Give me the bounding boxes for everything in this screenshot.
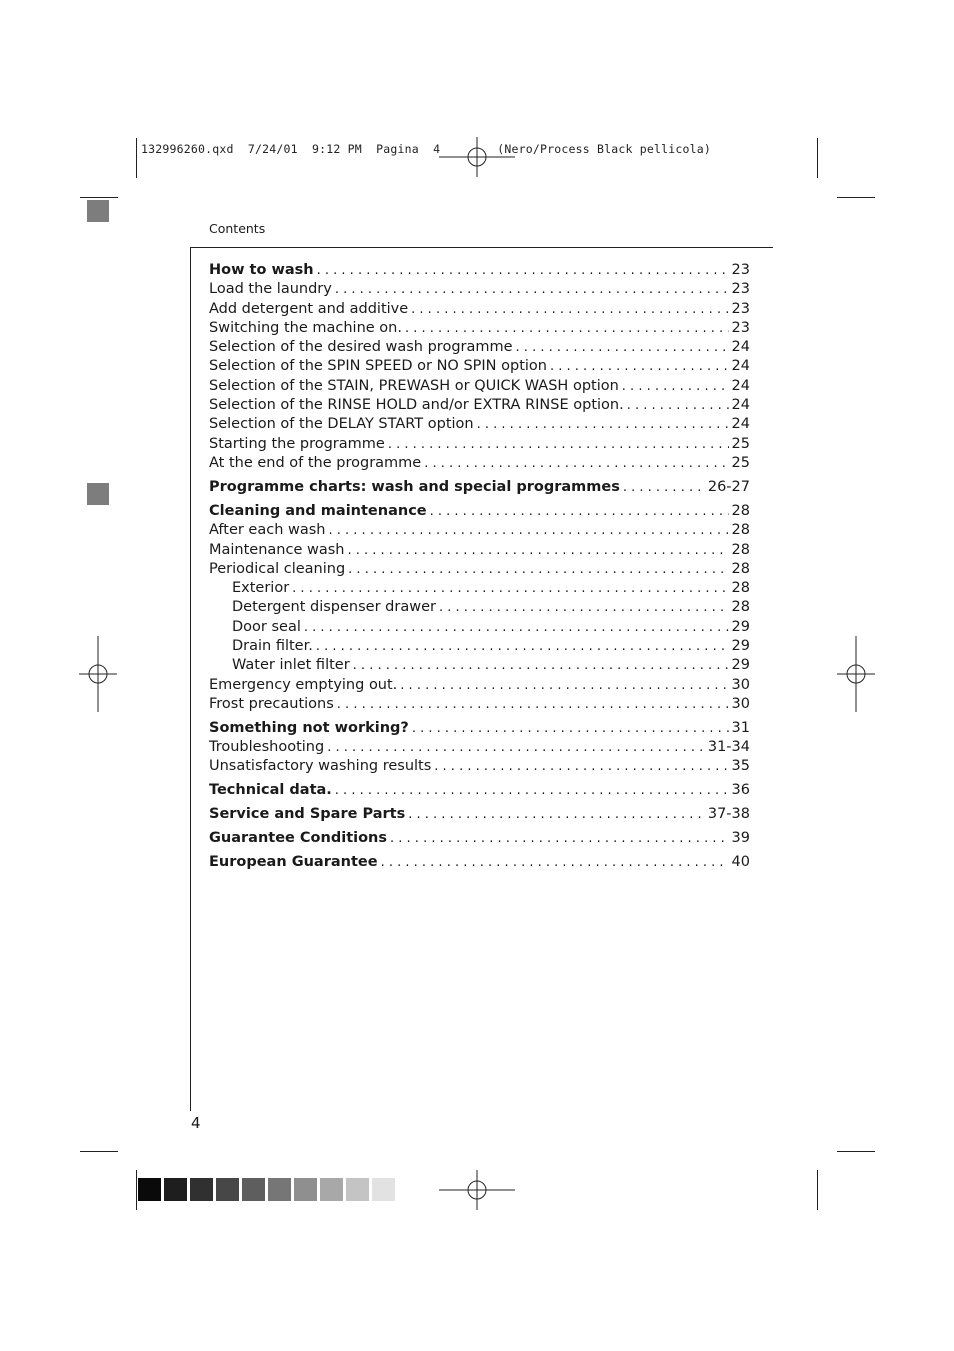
toc-entry <box>209 300 750 319</box>
toc-entry <box>209 261 750 280</box>
crop-mark <box>80 1151 118 1152</box>
toc-entry-page: 24 <box>731 339 750 356</box>
toc-entry <box>209 280 750 299</box>
toc-dot-leader <box>337 695 729 714</box>
toc-entry-page: 30 <box>731 676 750 693</box>
toc-entry-page: 28 <box>731 580 750 597</box>
toc-dot-leader <box>335 781 729 800</box>
toc-entry-title: Drain filter. <box>232 638 313 655</box>
toc-entry-page: 29 <box>731 657 750 674</box>
toc-entry <box>209 377 750 396</box>
crop-mark <box>817 138 818 178</box>
crop-mark <box>136 138 137 178</box>
gray-swatch <box>372 1178 395 1201</box>
toc-entry-page: 23 <box>731 262 750 278</box>
page-number: 4 <box>191 1114 201 1132</box>
gray-swatch <box>138 1178 161 1201</box>
crop-mark <box>837 1151 875 1152</box>
toc-entry <box>209 695 750 714</box>
toc-dot-leader <box>434 757 728 776</box>
slug-file: 132996260.qxd <box>141 142 234 156</box>
toc-dot-leader <box>550 357 729 376</box>
toc-entry <box>209 757 750 776</box>
toc-dot-leader <box>335 280 729 299</box>
toc-entry-title: European Guarantee <box>209 854 378 871</box>
toc-dot-leader <box>292 579 728 598</box>
frame-top-rule <box>190 247 773 248</box>
toc-entry <box>209 502 750 521</box>
toc-entry-page: 24 <box>731 377 750 394</box>
toc-entry-page: 39 <box>731 830 750 847</box>
toc-dot-leader <box>516 338 729 357</box>
toc-dot-leader <box>477 415 729 434</box>
toc-dot-leader <box>424 454 728 473</box>
crop-mark <box>136 1170 137 1210</box>
toc-dot-leader <box>329 521 729 540</box>
toc-entry-page: 23 <box>731 281 750 298</box>
toc-entry-page: 40 <box>731 854 750 871</box>
toc-entry-title: After each wash <box>209 522 326 539</box>
toc-entry-page: 35 <box>731 758 750 775</box>
margin-square <box>87 200 109 222</box>
toc-entry-title: Frost precautions <box>209 695 334 712</box>
registration-mark-icon <box>837 636 875 712</box>
toc-entry <box>209 338 750 357</box>
toc-entry-title: Starting the programme <box>209 435 385 452</box>
toc-dot-leader <box>353 656 729 675</box>
slug-page-label: Pagina <box>376 142 419 156</box>
toc-entry <box>209 435 750 454</box>
toc-entry-title: Selection of the DELAY START option <box>209 416 474 433</box>
toc-entry-title: Switching the machine on. <box>209 319 402 336</box>
toc-dot-leader <box>430 502 729 521</box>
toc-entry <box>209 579 750 598</box>
toc-entry <box>209 637 750 656</box>
toc-entry-title: Programme charts: wash and special programmes <box>209 478 620 495</box>
toc-dot-leader <box>627 396 729 415</box>
toc-dot-leader <box>411 300 728 319</box>
toc-dot-leader <box>439 598 729 617</box>
toc-entry <box>209 454 750 473</box>
toc-entry-page: 24 <box>731 416 750 433</box>
toc-entry-page: 29 <box>731 618 750 635</box>
registration-mark-icon <box>439 137 515 177</box>
gray-swatch <box>190 1178 213 1201</box>
toc-entry-title: Something not working? <box>209 719 409 736</box>
toc-entry-page: 31-34 <box>707 739 750 756</box>
toc-entry-page: 28 <box>731 599 750 616</box>
toc-entry-title: Emergency emptying out. <box>209 676 398 693</box>
crop-mark <box>80 197 118 198</box>
toc-entry-title: Water inlet filter <box>232 657 350 674</box>
toc-entry <box>209 829 750 848</box>
toc-entry-title: Guarantee Conditions <box>209 830 388 847</box>
gray-swatch <box>346 1178 369 1201</box>
toc-entry <box>209 656 750 675</box>
section-title: Contents <box>209 221 266 236</box>
crop-mark <box>837 197 875 198</box>
toc-dot-leader <box>390 829 729 848</box>
slug-plate: (Nero/Process Black pellicola) <box>497 142 711 156</box>
toc-entry-title: Unsatisfactory washing results <box>209 758 432 775</box>
margin-square <box>87 483 109 505</box>
toc-entry <box>209 738 750 757</box>
toc-entry-page: 25 <box>731 454 750 471</box>
toc-entry <box>209 521 750 540</box>
toc-dot-leader <box>327 738 705 757</box>
toc-entry-title: Selection of the RINSE HOLD and/or EXTRA RINSE option. <box>209 397 624 414</box>
toc-entry-page: 23 <box>731 300 750 317</box>
toc-dot-leader <box>412 719 729 738</box>
table-of-contents <box>209 261 750 873</box>
toc-entry-title: Troubleshooting <box>209 739 325 756</box>
toc-entry-title: Periodical cleaning <box>209 560 346 577</box>
toc-entry-page: 28 <box>731 522 750 539</box>
gray-swatch <box>320 1178 343 1201</box>
toc-entry <box>209 319 750 338</box>
frame-left-rule <box>190 247 191 1111</box>
toc-dot-leader <box>348 560 728 579</box>
toc-entry <box>209 541 750 560</box>
toc-entry <box>209 415 750 434</box>
toc-dot-leader <box>347 541 728 560</box>
toc-entry-page: 24 <box>731 397 750 414</box>
toc-entry-title: Exterior <box>232 580 290 597</box>
toc-entry-page: 28 <box>731 541 750 558</box>
toc-entry-page: 24 <box>731 358 750 375</box>
toc-entry-page: 29 <box>731 638 750 655</box>
toc-entry-page: 36 <box>731 782 750 799</box>
toc-entry-title: At the end of the programme <box>209 454 422 471</box>
toc-dot-leader <box>400 676 728 695</box>
registration-mark-icon <box>439 1170 515 1210</box>
toc-entry <box>209 719 750 738</box>
toc-entry-title: Cleaning and maintenance <box>209 502 427 519</box>
toc-entry <box>209 478 750 497</box>
slug-time: 9:12 PM <box>311 142 362 156</box>
slug-date: 7/24/01 <box>247 142 298 156</box>
toc-dot-leader <box>408 805 705 824</box>
toc-entry-page: 37-38 <box>707 806 750 823</box>
toc-entry-title: Selection of the desired wash programme <box>209 339 513 356</box>
gray-swatch <box>216 1178 239 1201</box>
toc-entry <box>209 618 750 637</box>
toc-entry-title: Load the laundry <box>209 281 332 298</box>
toc-entry-title: Add detergent and additive <box>209 300 409 317</box>
toc-entry-page: 30 <box>731 695 750 712</box>
toc-entry-title: Maintenance wash <box>209 541 345 558</box>
toc-entry <box>209 357 750 376</box>
gray-swatch <box>164 1178 187 1201</box>
toc-dot-leader <box>405 319 729 338</box>
toc-entry <box>209 781 750 800</box>
toc-entry <box>209 676 750 695</box>
printer-slug <box>141 142 711 156</box>
gray-scale-bar <box>138 1178 398 1201</box>
toc-entry-page: 28 <box>731 560 750 577</box>
gray-swatch <box>242 1178 265 1201</box>
crop-mark <box>817 1170 818 1210</box>
toc-entry-title: Selection of the SPIN SPEED or NO SPIN option <box>209 358 547 375</box>
toc-dot-leader <box>381 853 729 872</box>
toc-entry-title: Service and Spare Parts <box>209 806 406 823</box>
toc-entry <box>209 396 750 415</box>
toc-dot-leader <box>317 261 729 280</box>
toc-dot-leader <box>622 377 729 396</box>
toc-entry-title: Technical data. <box>209 782 332 799</box>
gray-swatch <box>268 1178 291 1201</box>
toc-entry-page: 23 <box>731 319 750 336</box>
gray-swatch <box>294 1178 317 1201</box>
toc-entry-page: 31 <box>731 719 750 736</box>
toc-dot-leader <box>388 435 729 454</box>
toc-entry <box>209 598 750 617</box>
toc-entry-title: Selection of the STAIN, PREWASH or QUICK WASH option <box>209 377 619 394</box>
toc-entry-page: 25 <box>731 435 750 452</box>
toc-entry <box>209 853 750 872</box>
slug-page-num: 4 <box>433 142 441 156</box>
toc-entry-page: 26-27 <box>707 478 750 495</box>
toc-entry-title: Door seal <box>232 618 301 635</box>
toc-entry <box>209 560 750 579</box>
toc-dot-leader <box>304 618 729 637</box>
toc-entry <box>209 805 750 824</box>
toc-entry-title: How to wash <box>209 262 314 278</box>
registration-mark-icon <box>79 636 117 712</box>
toc-dot-leader <box>316 637 729 656</box>
toc-dot-leader <box>623 478 705 497</box>
toc-entry-title: Detergent dispenser drawer <box>232 599 436 616</box>
toc-entry-page: 28 <box>731 502 750 519</box>
